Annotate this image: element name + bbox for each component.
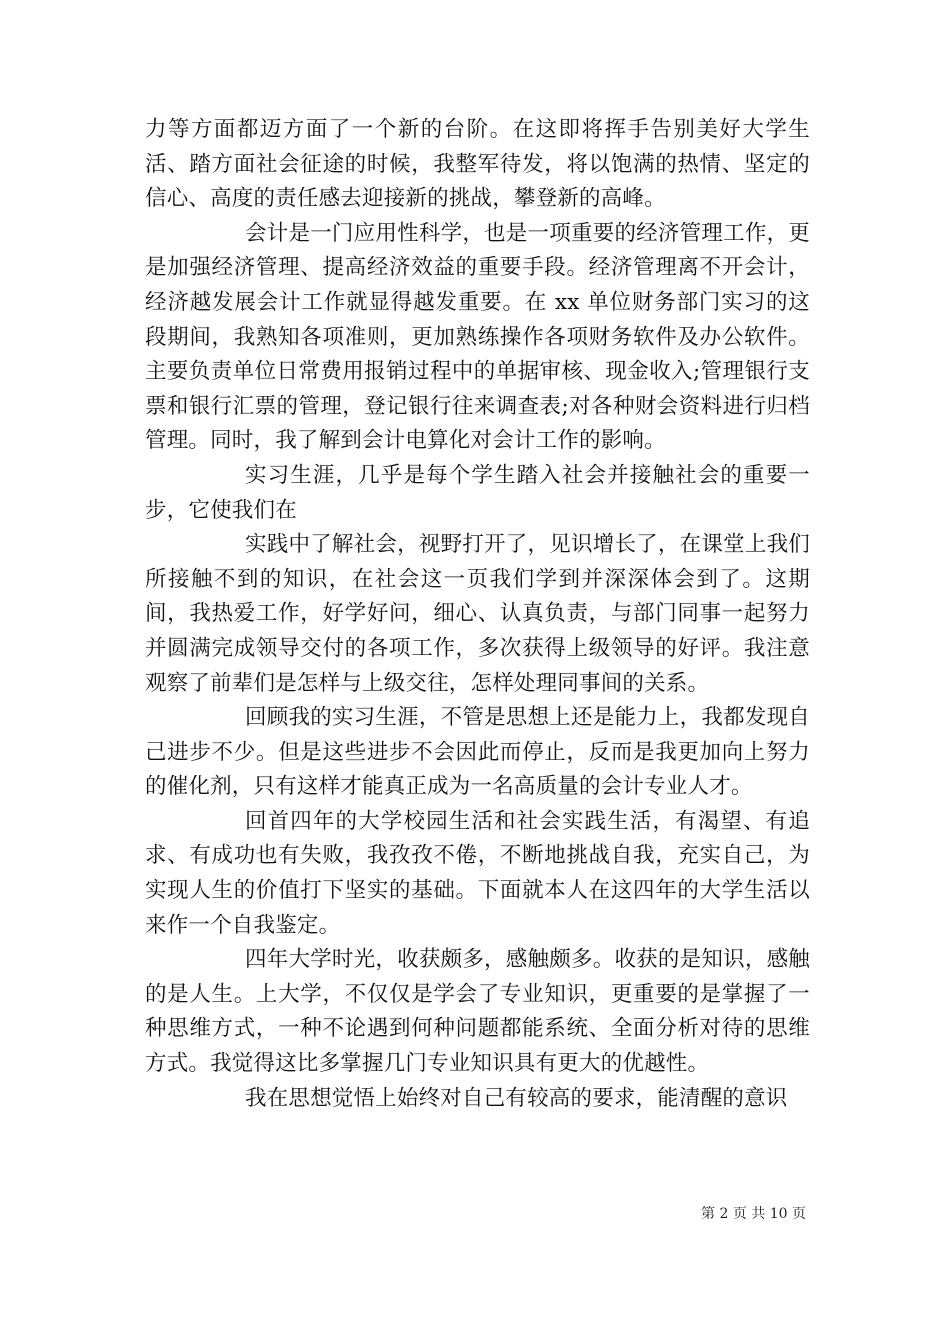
- paragraph-four-years: 回首四年的大学校园生活和社会实践生活，有渴望、有追求、有成功也有失败，我孜孜不倦，不断地挑战自我，充实自己，为实现人生的价值打下坚实的基础。下面就本人在这四年的大学生活以来作一个自我鉴定。: [145, 808, 810, 938]
- paragraph-accounting: 会计是一门应用性科学，也是一项重要的经济管理工作，更是加强经济管理、提高经济效益的重要手段。经济管理离不开会计，经济越发展会计工作就显得越发重要。在 xx 单位财务部门实习的这段期间，我熟知各项准则，更加熟练操作各项财务软件及办公软件。主要负责单位日常费用报销过程中的单据审核、现金收入;管理银行支票和银行汇票的管理，登记银行往来调查表;对各种财会资料进行归档管理。同时，我了解到会计电算化对会计工作的影响。: [145, 220, 810, 454]
- paragraph-review: 回顾我的实习生涯，不管是思想上还是能力上，我都发现自己进步不少。但是这些进步不会因此而停止，反而是我更加向上努力的催化剂，只有这样才能真正成为一名高质量的会计专业人才。: [145, 705, 810, 800]
- paragraph-ideology: 我在思想觉悟上始终对自己有较高的要求，能清醒的意识: [245, 1085, 788, 1111]
- paragraph-internship: 实习生涯，几乎是每个学生踏入社会并接触社会的重要一步，它使我们在: [145, 462, 810, 523]
- paragraph-practice: 实践中了解社会，视野打开了，见识增长了，在课堂上我们所接触不到的知识，在社会这一页我们学到并深深体会到了。这期间，我热爱工作，好学好问，细心、认真负责，与部门同事一起努力并圆满完成领导交付的各项工作，多次获得上级领导的好评。我注意观察了前辈们是怎样与上级交往，怎样处理同事间的关系。: [145, 532, 810, 696]
- body-text: [145, 113, 810, 1116]
- paragraph-continuation: 力等方面都迈方面了一个新的台阶。在这即将挥手告别美好大学生活、踏方面社会征途的时候，我整军待发，将以饱满的热情、坚定的信心、高度的责任感去迎接新的挑战，攀登新的高峰。: [145, 117, 810, 212]
- paragraph-harvest: 四年大学时光，收获颇多，感触颇多。收获的是知识，感触的是人生。上大学，不仅仅是学会了专业知识，更重要的是掌握了一种思维方式，一种不论遇到何种问题都能系统、全面分析对待的思维方式。我觉得这比多掌握几门专业知识具有更大的优越性。: [145, 947, 810, 1077]
- page-number: 第 2 页 共 10 页: [701, 1206, 806, 1222]
